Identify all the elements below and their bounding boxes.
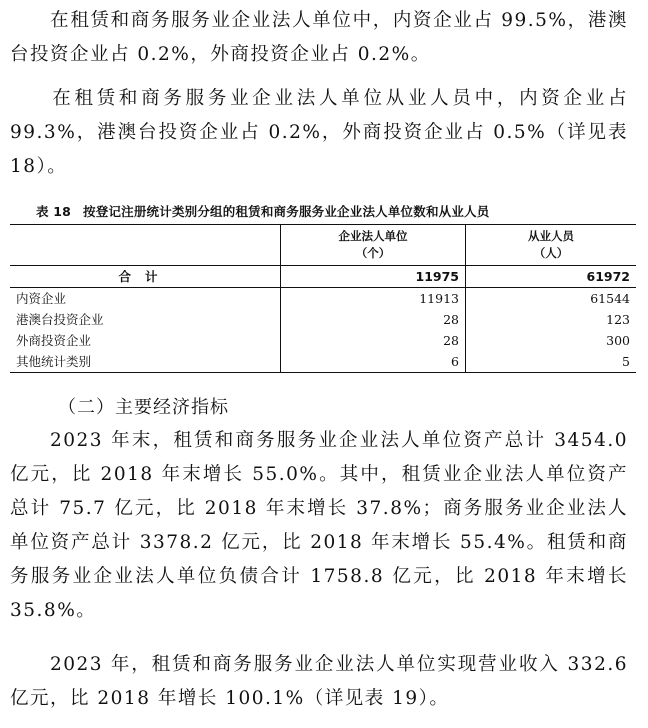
paragraph-foreign-share-units — [10, 4, 628, 72]
table-18 — [10, 224, 636, 373]
paragraph-foreign-share-employees — [10, 82, 628, 184]
section-heading: （二）主要经济指标 — [58, 397, 229, 418]
paragraph-text: 在租赁和商务服务业企业法人单位从业人员中，内资企业占 99.3%，港澳台投资企业占 0.2%，外商投资企业占 0.5%（详见表 18）。 — [10, 88, 628, 177]
table-caption — [36, 202, 636, 220]
table-row-total — [10, 266, 636, 288]
cell-employees: 300 — [606, 333, 630, 348]
table-number: 表 18 — [36, 204, 72, 219]
cell-units: 28 — [281, 330, 466, 351]
paragraph-revenue — [10, 648, 628, 716]
paragraph-assets — [10, 424, 628, 628]
cell-employees: 61972 — [466, 266, 637, 288]
cell-units: 11913 — [281, 288, 466, 310]
header-employees-label: 从业人员 — [528, 229, 574, 243]
paragraph-text: 2023 年末，租赁和商务服务业企业法人单位资产总计 3454.0 亿元，比 2018 年末增长 55.0%。其中，租赁业企业法人单位资产总计 75.7 亿元，比 2018 年末增长 37.8%；商务服务业企业法人单位资产总计 3378.2 亿元，比 2018 年末增长 55.4%。租赁和商务服务业企业法人单位负债合计 1758.8 亿元，比 2018 年末增长 35.8%。 — [10, 430, 628, 621]
cell-units: 28 — [281, 309, 466, 330]
table-header-row — [10, 225, 636, 266]
header-blank-cell — [10, 225, 281, 266]
row-label: 合计 — [10, 266, 281, 288]
table-title: 按登记注册统计类别分组的租赁和商务服务业企业法人单位数和从业人员 — [83, 204, 490, 219]
table-row — [10, 351, 636, 373]
header-units-unit: （个） — [355, 246, 391, 260]
paragraph-text: 2023 年，租赁和商务服务业企业法人单位实现营业收入 332.6 亿元，比 2018 年增长 100.1%（详见表 19）。 — [10, 654, 628, 709]
row-label: 内资企业 — [10, 288, 281, 310]
row-label: 港澳台投资企业 — [10, 309, 281, 330]
cell-units: 11975 — [281, 266, 466, 288]
header-units — [281, 225, 466, 266]
header-units-label: 企业法人单位 — [338, 229, 408, 243]
cell-employees: 123 — [606, 312, 630, 327]
header-employees-unit: （人） — [533, 246, 569, 260]
row-label: 其他统计类别 — [10, 351, 281, 373]
cell-employees: 61544 — [590, 291, 630, 306]
cell-units: 6 — [281, 351, 466, 373]
paragraph-text: 在租赁和商务服务业企业法人单位中，内资企业占 99.5%，港澳台投资企业占 0.2%，外商投资企业占 0.2%。 — [10, 10, 628, 65]
header-employees — [466, 225, 637, 266]
row-label: 外商投资企业 — [10, 330, 281, 351]
table-row — [10, 288, 636, 310]
cell-employees: 5 — [466, 351, 637, 373]
table-row — [10, 309, 636, 330]
table-row — [10, 330, 636, 351]
